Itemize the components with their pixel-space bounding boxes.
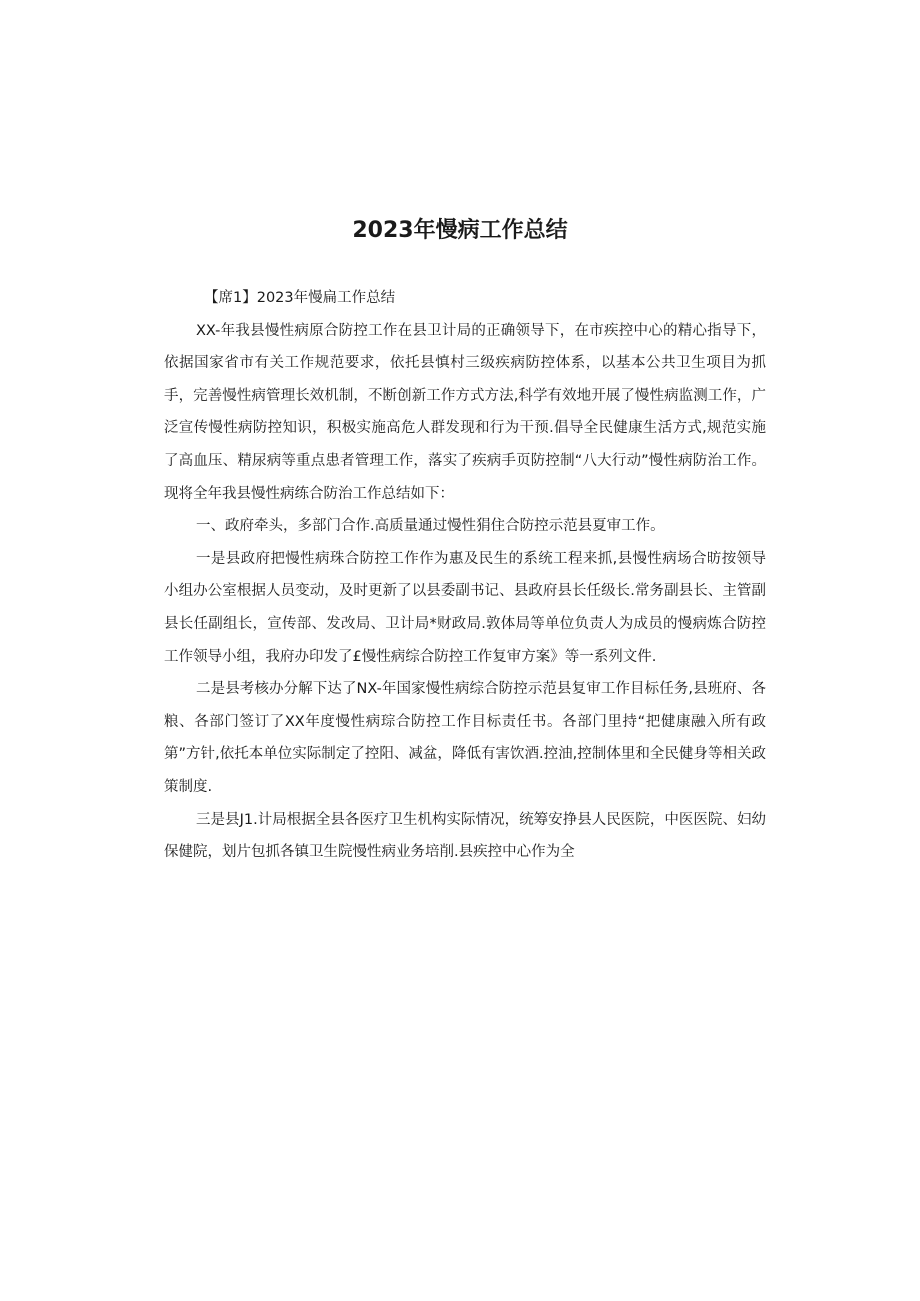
paragraph-point-one: 一是县政府把慢性病珠合防控工作作为惠及民生的系统工程来抓,县慢性病场合昉按领导小组办公室根据人员变动，及时更新了以县委副书记、县政府县长任级长.常务副县长、主管副县长任副组长，宣传部、发改局、卫计局*财政局.敦体局等单位负责人为成员的慢病炼合防控工作领导小组，我府办印发了£慢性病综合防控工作复审方案》等一系列文件. xyxy=(164,550,766,665)
paragraph-section-one: 一、政府牵头，多部门合作.高质量通过慢性狷住合防控示范县夏审工作。 xyxy=(196,518,665,535)
document-body xyxy=(164,282,766,869)
paragraph-point-three: 三是县J1.计局根据全县各医疗卫生机构实际情况，统筹安挣县人民医院，中医医院、妇幼保健院，划片包抓各镇卫生院慢性病业务培削.县疾控中心作为全 xyxy=(164,811,766,861)
document-title: 2023年慢病工作总结 xyxy=(352,218,568,243)
paragraph-intro: XX-年我县慢性病原合防控工作在县卫计局的正确领导下，在市疾控中心的精心指导下，依据国家省市有关工作规范要求，依托县慎村三级疾病防控体系，以基本公共卫生项目为抓手，完善慢性病管理长效机制，不断创新工作方式方法,科学有效地开展了慢性病监测工作，广泛宣传慢性病防控知识，积极实施高危人群发现和行为干预.倡导全民健康生活方式,规范实施了高血压、精尿病等重点患者管理工作，落实了疾病手页防控制“八大行动”慢性病防治工作。现将全年我县慢性病练合防治工作总结如下： xyxy=(164,322,766,502)
section-heading: 【席1】2023年慢扁工作总结 xyxy=(204,290,396,306)
paragraph-point-two: 二是县考核办分解下达了NX-年国家慢性病综合防控示范县复审工作目标任务,县班府、各粮、各部门签订了XX年度慢性病琮合防控工作目标责任书。各部门里持“把健康融入所有政第”方针,依托本单位实际制定了控阳、减盆，降低有害饮酒.控油,控制体里和全民健身等相关政策制度. xyxy=(164,681,766,795)
